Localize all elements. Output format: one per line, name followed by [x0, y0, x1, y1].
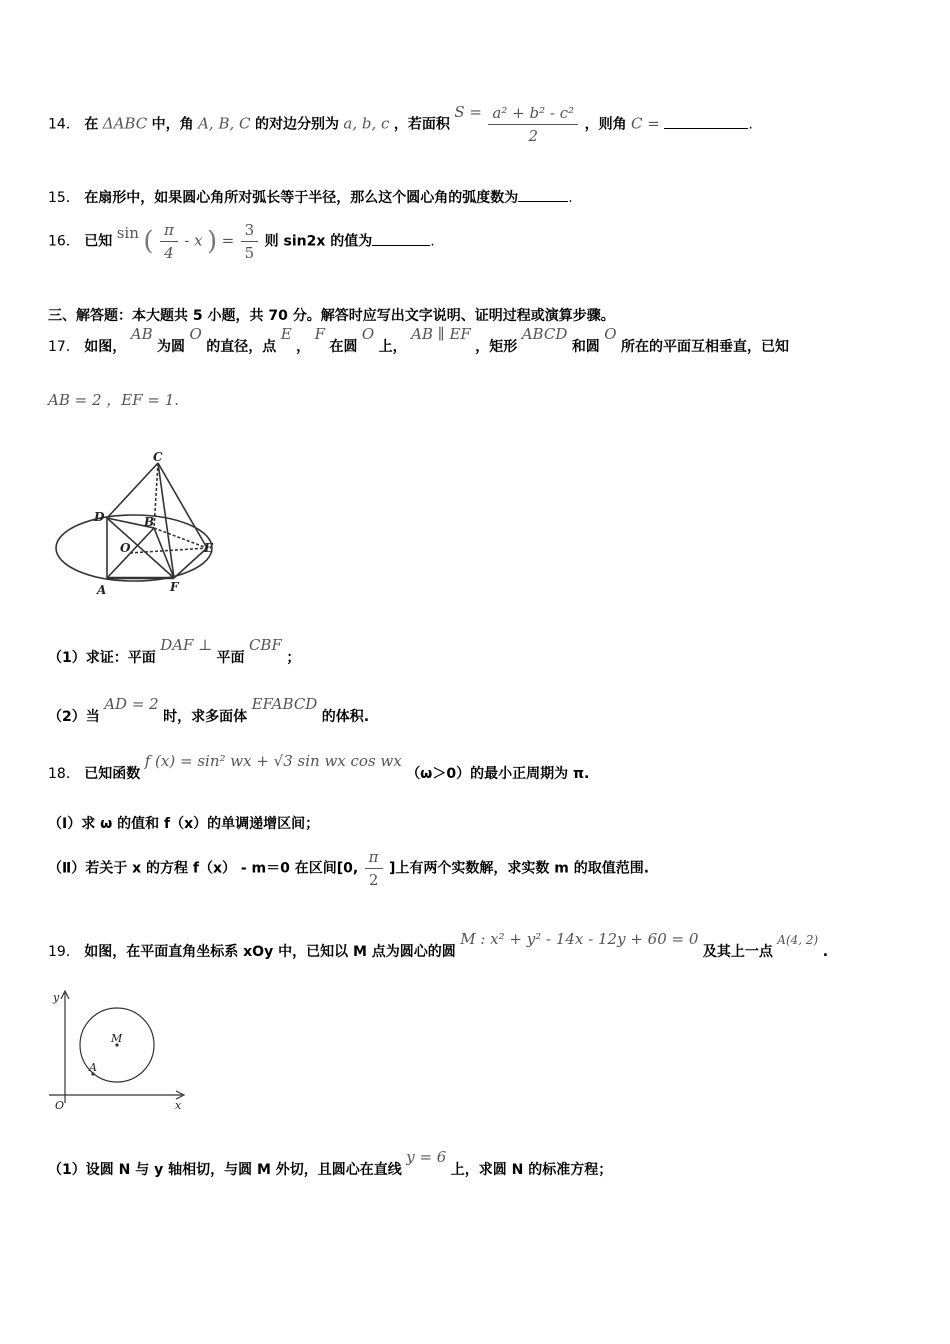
question-19: 19． 如图，在平面直角坐标系 xOy 中，已知以 M 点为圆心的圆 M : x² + y² - 14x - 12y + 60 = 0 及其上一点 A(4, 2) . — [48, 930, 829, 960]
label-d: D — [94, 510, 105, 524]
area-fraction: $\frac{\text{a² + b² - c²}}{2}$ — [488, 104, 578, 145]
question-14: 14． 在 ΔABC 中，角 A, B, C 的对边分别为 a, b, c ，若面积 S = $\frac{\text{a² + b² - c²}}{2}$ ，则角 C = . — [48, 102, 753, 145]
answer-blank — [518, 200, 568, 202]
question-15: 15． 在扇形中，如果圆心角所对弧长等于半径，那么这个圆心角的弧度数为 . — [48, 190, 573, 206]
q18-part-2: （Ⅱ）若关于 x 的方程 f（x） - m＝0 在区间[0, $\frac{\pi}{2}$ ]上有两个实数解，求实数 m 的取值范围. — [48, 848, 650, 889]
label-b: B — [144, 515, 155, 529]
pi-over-4: $\frac{\pi}{4}$ — [160, 221, 178, 262]
answer-blank — [372, 244, 430, 246]
edge-dc — [107, 463, 158, 518]
label-e: E — [204, 541, 214, 555]
q18-part-1: （Ⅰ）求 ω 的值和 f（x）的单调递增区间； — [48, 816, 320, 832]
three-fifths: $\frac{3}{5}$ — [241, 221, 259, 262]
q19-figure — [44, 985, 194, 1115]
label-o: O — [120, 541, 131, 555]
label-origin: O — [55, 1099, 65, 1112]
q17-part-1: （1）求证：平面 DAF ⊥ 平面 CBF ； — [48, 636, 301, 666]
label-f: F — [170, 580, 179, 594]
question-18: 18． 已知函数 f (x) = sin² wx + √3 sin wx cos wx （ω＞0）的最小正周期为 π. — [48, 752, 590, 782]
answer-blank — [664, 127, 748, 129]
q17-figure — [50, 448, 220, 598]
label-a: A — [97, 583, 107, 597]
question-17: 17． 如图， AB 为圆 O 的直径，点 E ， F 在圆 O 上， AB ∥ EF ，矩形 ABCD 和圆 O 所在的平面互相垂直，已知 — [48, 325, 790, 355]
edge-cb — [154, 463, 158, 528]
question-16: 16． 已知 sin ( $\frac{\pi}{4}$ - x ) = $\frac{3}{5}$ 则 sin2x 的值为 . — [48, 221, 435, 262]
label-y: y — [53, 991, 60, 1004]
q17-part-2: （2）当 AD = 2 时，求多面体 EFABCD 的体积. — [48, 695, 370, 725]
q17-given: AB = 2 ，EF = 1. — [48, 391, 180, 409]
label-a: A — [89, 1061, 97, 1074]
section-3-heading: 三、解答题：本大题共 5 小题，共 70 分。解答时应写出文字说明、证明过程或演算步骤。 — [48, 308, 615, 324]
edge-cf — [158, 463, 174, 578]
edge-ef — [174, 548, 207, 578]
label-x: x — [175, 1099, 182, 1112]
pi-over-2: $\frac{\pi}{2}$ — [365, 848, 383, 889]
edge-ce — [158, 463, 207, 548]
edge-df — [107, 518, 174, 578]
q19-part-1: （1）设圆 N 与 y 轴相切，与圆 M 外切，且圆心在直线 y = 6 上，求圆 N 的标准方程； — [48, 1148, 613, 1178]
q14-number: 14． — [48, 116, 80, 133]
label-c: C — [153, 450, 163, 464]
circle-o — [56, 515, 212, 581]
label-m: M — [111, 1032, 123, 1045]
edge-be — [154, 528, 207, 548]
